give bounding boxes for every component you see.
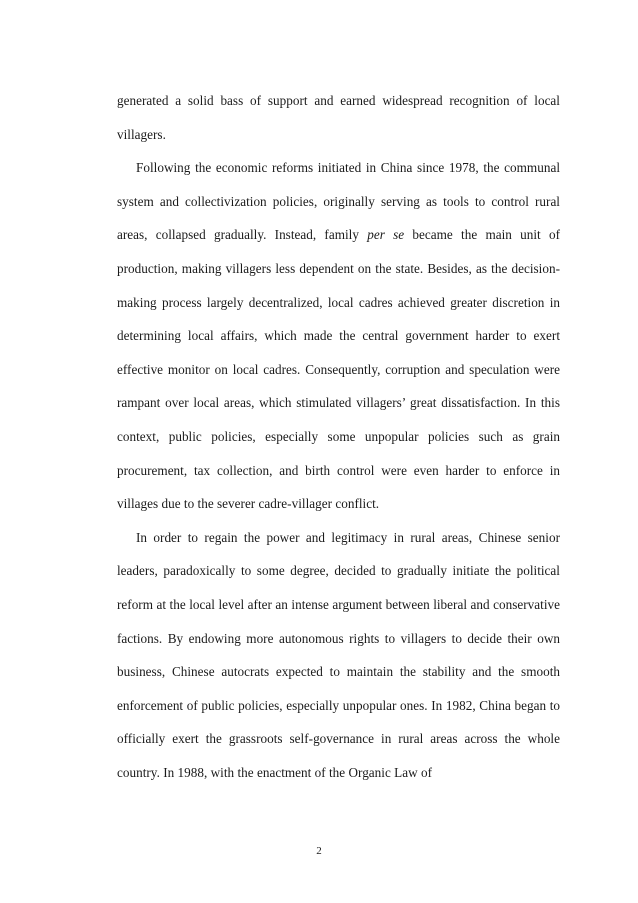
paragraph-1-text: generated a solid bass of support and earned widespread recognition of local villagers.: [117, 93, 560, 142]
page-number: 2: [316, 845, 322, 857]
paragraph-2-text-b: became the main unit of production, making villagers less dependent on the state. Besides, as the decision-making process largely decentralized, local cadres achieved greater discretion in determining local affairs, which made the central government harder to exert effective monitor on local cadres. Consequently, corruption and speculation were rampant over local areas, which stimulated villagers’ great dissatisfaction. In this context, public policies, especially some unpopular policies such as grain procurement, tax collection, and birth control were even harder to enforce in villages due to the severer cadre-villager conflict.: [117, 227, 561, 512]
paragraph-3-text: In order to regain the power and legitimacy in rural areas, Chinese senior leaders, paradoxically to some degree, decided to gradually initiate the political reform at the local level after an intense argument between liberal and conservative factions. By endowing more autonomous rights to villagers to decide their own business, Chinese autocrats expected to maintain the stability and the smooth enforcement of public policies, especially unpopular ones. In 1982, China began to officially exert the grassroots self-governance in rural areas across the whole country. In 1988, with the enactment of the Organic Law of: [117, 529, 560, 780]
paragraph-2-text-a: Following the economic reforms initiated in China since 1978, the communal system and collectivization policies, originally serving as tools to control rural areas, collapsed gradually. Instead, family: [117, 160, 560, 243]
paragraph-3: [117, 521, 560, 790]
document-body: [117, 84, 560, 789]
paragraph-2-italic-term: per se: [367, 227, 405, 243]
paragraph-1: [117, 84, 560, 151]
paragraph-2: [117, 151, 560, 521]
